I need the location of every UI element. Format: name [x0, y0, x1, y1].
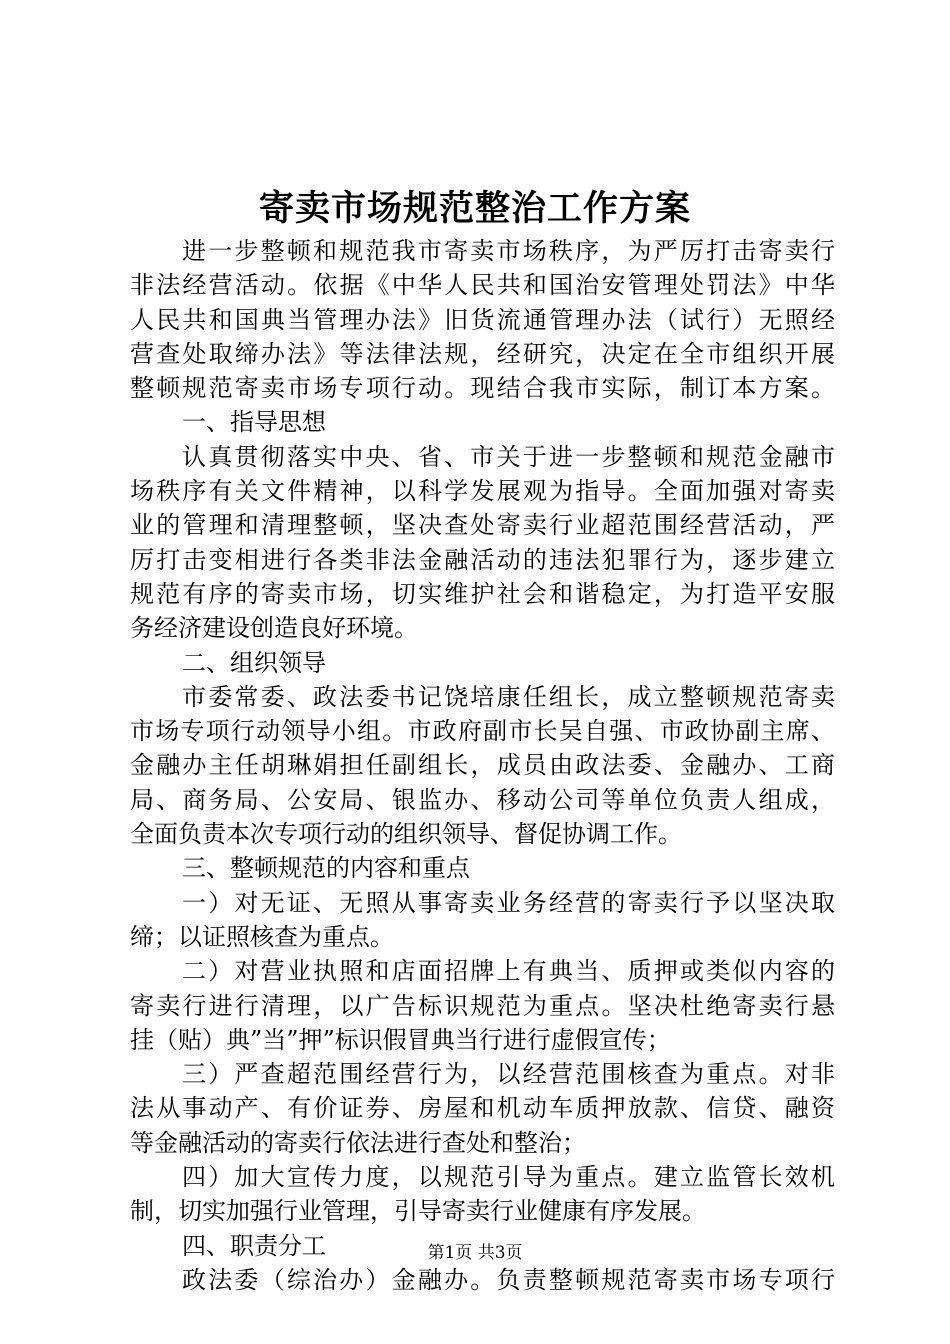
- paragraph-line: 三）严查超范围经营行为，以经营范围核查为重点。对非: [182, 1060, 835, 1089]
- paragraph-line: 局、商务局、公安局、银监办、移动公司等单位负责人组成，: [130, 785, 835, 814]
- paragraph-line: 厉打击变相进行各类非法金融活动的违法犯罪行为，逐步建立: [130, 545, 835, 574]
- document-body: [130, 234, 835, 1297]
- section-heading: 三、整顿规范的内容和重点: [182, 854, 470, 883]
- paragraph-line: 制，切实加强行业管理，引导寄卖行业健康有序发展。: [130, 1197, 706, 1226]
- paragraph-line: 认真贯彻落实中央、省、市关于进一步整顿和规范金融市: [182, 442, 835, 471]
- paragraph-line: 市委常委、政法委书记饶培康任组长，成立整顿规范寄卖: [182, 682, 835, 711]
- page-indicator: 第1页 共3页: [427, 1243, 523, 1263]
- paragraph-line: 规范有序的寄卖市场，切实维护社会和谐稳定，为打造平安服: [130, 579, 835, 608]
- paragraph-line: 营查处取缔办法》等法律法规，经研究，决定在全市组织开展: [130, 339, 835, 368]
- paragraph-line: 二）对营业执照和店面招牌上有典当、质押或类似内容的: [182, 957, 835, 986]
- paragraph-line: 务经济建设创造良好环境。: [130, 614, 418, 643]
- paragraph-line: 人民共和国典当管理办法》旧货流通管理办法（试行）无照经: [130, 305, 835, 334]
- paragraph-line: 业的管理和清理整顿，坚决查处寄卖行业超范围经营活动，严: [130, 511, 835, 540]
- paragraph-line: 法从事动产、有价证券、房屋和机动车质押放款、信贷、融资: [130, 1094, 835, 1123]
- paragraph-line: 金融办主任胡琳娟担任副组长，成员由政法委、金融办、工商: [130, 751, 835, 780]
- paragraph-line: 等金融活动的寄卖行依法进行查处和整治；: [130, 1128, 586, 1157]
- section-heading: 四、职责分工: [182, 1231, 326, 1260]
- paragraph-line: 进一步整顿和规范我市寄卖市场秩序，为严厉打击寄卖行: [182, 237, 835, 265]
- paragraph-line: 非法经营活动。依据《中华人民共和国治安管理处罚法》中华: [130, 271, 835, 300]
- section-heading: 二、组织领导: [182, 648, 326, 677]
- paragraph-line: 挂（贴）典”当”押”标识假冒典当行进行虚假宣传；: [130, 1025, 671, 1054]
- paragraph-line: 四）加大宣传力度，以规范引导为重点。建立监管长效机: [182, 1163, 835, 1192]
- paragraph-line: 缔；以证照核查为重点。: [130, 922, 394, 951]
- paragraph-line: 政法委（综治办）金融办。负责整顿规范寄卖市场专项行: [182, 1265, 835, 1294]
- paragraph-line: 寄卖行进行清理，以广告标识规范为重点。坚决杜绝寄卖行悬: [130, 991, 835, 1020]
- paragraph-line: 市场专项行动领导小组。市政府副市长吴自强、市政协副主席、: [130, 717, 835, 746]
- paragraph-line: 整顿规范寄卖市场专项行动。现结合我市实际，制订本方案。: [130, 374, 835, 403]
- section-heading: 一、指导思想: [182, 408, 326, 437]
- paragraph-line: 场秩序有关文件精神，以科学发展观为指导。全面加强对寄卖: [130, 477, 835, 506]
- document-title: 寄卖市场规范整治工作方案: [258, 188, 691, 229]
- paragraph-line: 一）对无证、无照从事寄卖业务经营的寄卖行予以坚决取: [182, 888, 835, 917]
- paragraph-line: 全面负责本次专项行动的组织领导、督促协调工作。: [130, 820, 682, 849]
